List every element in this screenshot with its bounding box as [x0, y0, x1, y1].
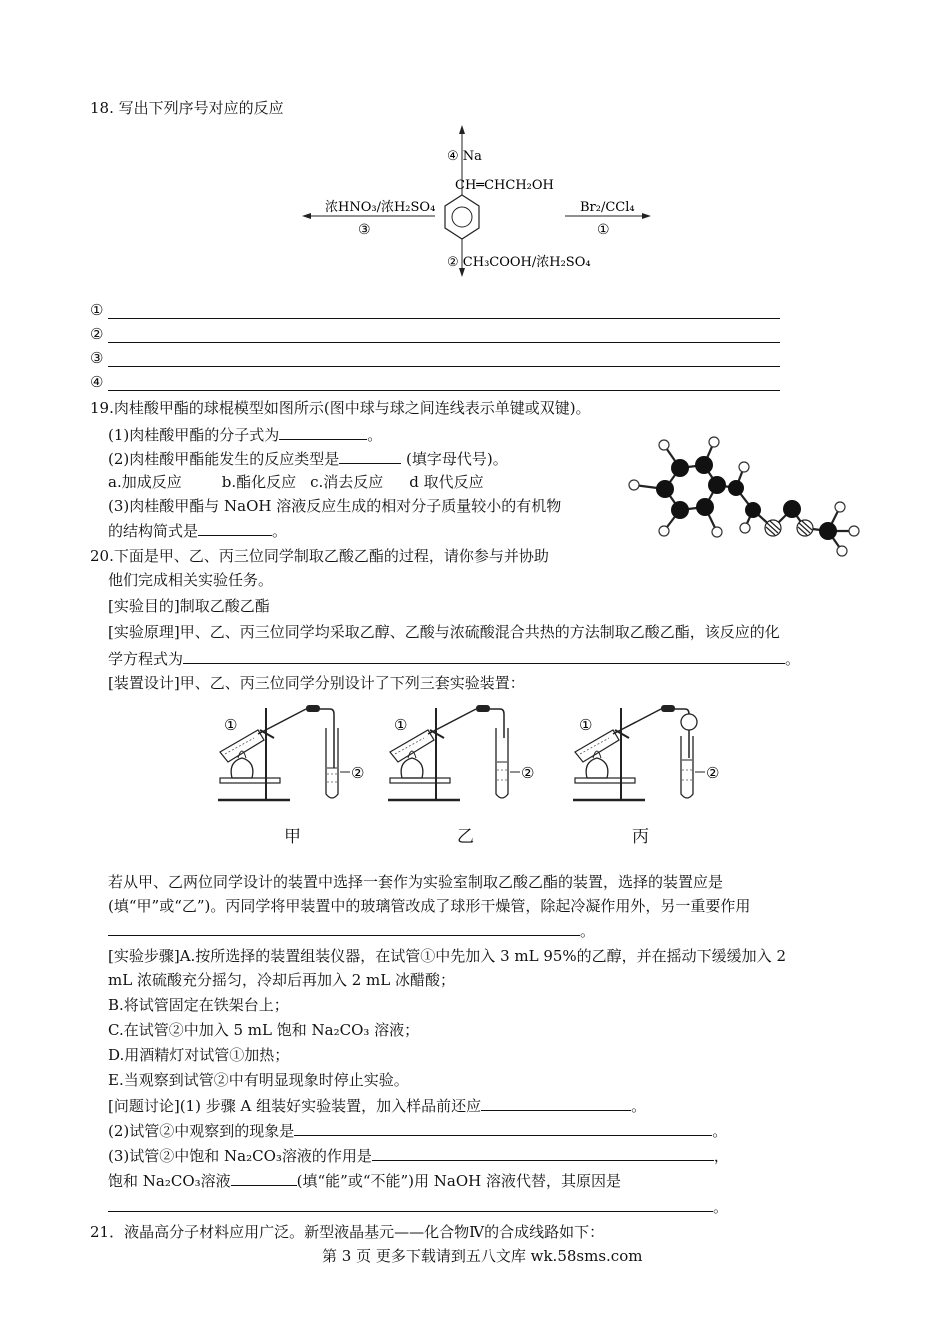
- q20-equation-blank[interactable]: [183, 648, 785, 664]
- q20-step-d: D.用酒精灯对试管①加热；: [108, 1046, 290, 1064]
- q19-option-a: a.加成反应: [108, 473, 182, 491]
- q20-step-c: C.在试管②中加入 5 mL 饱和 Na₂CO₃ 溶液；: [108, 1021, 420, 1039]
- q19-option-c: c.消去反应: [310, 473, 384, 491]
- apparatus-label-yi: 乙: [457, 827, 474, 847]
- q18-answer-line-1[interactable]: ①: [90, 300, 103, 320]
- q20-step-a-1: [实验步骤]A.按所选择的装置组装仪器，在试管①中先加入 3 mL 95%的乙醇，并在摇动下缓缓加入 2: [108, 947, 786, 965]
- q20-disc-blank-3[interactable]: [372, 1145, 714, 1161]
- q21-title: 21．液晶高分子材料应用广泛。新型液晶基元——化合物Ⅳ的合成线路如下：: [90, 1223, 605, 1241]
- q20-aim: [实验目的]制取乙酸乙酯: [108, 597, 270, 615]
- q18-left-reagent: 浓HNO₃/浓H₂SO₄: [325, 200, 436, 215]
- apparatus-label-jia: 甲: [284, 827, 301, 847]
- q20-discussion-1: [问题讨论](1) 步骤 A 组装好实验装置，加入样品前还应 。: [108, 1097, 647, 1115]
- jia-tube1-label: ①: [224, 716, 238, 734]
- q20-apparatus-figure: [210, 700, 755, 810]
- q19-option-b: b.酯化反应: [221, 473, 297, 491]
- q19-blank-2[interactable]: [339, 448, 401, 464]
- q19-part3a: (3)肉桂酸甲酯与 NaOH 溶液反应生成的相对分子质量较小的有机物: [108, 497, 562, 515]
- q18-right-num: ①: [597, 222, 610, 238]
- q19-blank-3[interactable]: [198, 520, 272, 536]
- q19-part2: (2)肉桂酸甲酯能发生的反应类型是 (填字母代号)。: [108, 450, 508, 468]
- yi-tube1-label: ①: [394, 716, 408, 734]
- q18-answer-line-3[interactable]: ③: [90, 348, 103, 368]
- q20-choose-3: 。: [108, 920, 595, 941]
- q18-left-num: ③: [358, 222, 371, 238]
- q20-title-2: 他们完成相关实验任务。: [108, 571, 274, 589]
- q20-step-a-2: mL 浓硫酸充分摇匀，冷却后再加入 2 mL 冰醋酸；: [108, 971, 455, 989]
- q18-title: 18. 写出下列序号对应的反应: [90, 99, 284, 117]
- q20-principle-2: 学方程式为 。: [108, 650, 801, 668]
- methyl-cinnamate-ball-stick-model: [620, 425, 865, 560]
- q20-step-b: B.将试管固定在铁架台上；: [108, 996, 289, 1014]
- apparatus-label-bing: 丙: [632, 827, 649, 847]
- q20-disc-blank-5[interactable]: [108, 1196, 713, 1212]
- q18-up-label: ④ Na: [447, 149, 482, 164]
- q20-title: 20.下面是甲、乙、丙三位同学制取乙酸乙酯的过程，请你参与并协助: [90, 547, 549, 565]
- q18-answer-line-4[interactable]: ④: [90, 372, 103, 392]
- bing-tube1-label: ①: [579, 716, 593, 734]
- q20-choose-1: 若从甲、乙两位同学设计的装置中选择一套作为实验室制取乙酸乙酯的装置，选择的装置应是: [108, 873, 724, 891]
- q18-right-reagent: Br₂/CCl₄: [580, 200, 635, 215]
- q18-answer-line-2[interactable]: ②: [90, 324, 103, 344]
- q18-side-chain: CH═CHCH₂OH: [455, 178, 554, 193]
- q20-discussion-3: (3)试管②中饱和 Na₂CO₃溶液的作用是 ，: [108, 1147, 729, 1165]
- q19-part3b: 的结构简式是 。: [108, 522, 288, 540]
- bing-tube2-label: ②: [706, 764, 720, 782]
- q18-down-label: ② CH₃COOH/浓H₂SO₄: [447, 255, 591, 270]
- q20-disc-blank-1[interactable]: [481, 1095, 631, 1111]
- q20-choose-2: (填“甲”或“乙”)。丙同学将甲装置中的玻璃管改成了球形干燥管，除起冷凝作用外，另一重要作用: [108, 897, 751, 915]
- q20-discussion-4: 饱和 Na₂CO₃溶液 (填“能”或“不能”)用 NaOH 溶液代替，其原因是: [108, 1172, 622, 1190]
- q19-part1: (1)肉桂酸甲酯的分子式为 。: [108, 426, 383, 444]
- yi-tube2-label: ②: [521, 764, 535, 782]
- q19-title: 19.肉桂酸甲酯的球棍模型如图所示(图中球与球之间连线表示单键或双键)。: [90, 399, 591, 417]
- q20-discussion-5: 。: [108, 1196, 728, 1217]
- page-footer: 第 3 页 更多下载请到五八文库 wk.58sms.com: [322, 1247, 643, 1265]
- q20-disc-blank-2[interactable]: [294, 1120, 712, 1136]
- q18-reaction-scheme: [295, 122, 660, 282]
- q19-option-d: d 取代反应: [409, 473, 484, 491]
- q20-step-e: E.当观察到试管②中有明显现象时停止实验。: [108, 1071, 409, 1089]
- q19-blank-1[interactable]: [279, 424, 367, 440]
- q19-options: [108, 472, 484, 492]
- q20-principle-1: [实验原理]甲、乙、丙三位同学均采取乙醇、乙酸与浓硫酸混合共热的方法制取乙酸乙酯，该反应的化: [108, 623, 780, 641]
- jia-tube2-label: ②: [351, 764, 365, 782]
- q20-discussion-2: (2)试管②中观察到的现象是 。: [108, 1122, 728, 1140]
- q20-disc-blank-4[interactable]: [231, 1170, 297, 1186]
- q20-function-blank[interactable]: [108, 920, 580, 936]
- q20-design: [装置设计]甲、乙、丙三位同学分别设计了下列三套实验装置：: [108, 674, 525, 692]
